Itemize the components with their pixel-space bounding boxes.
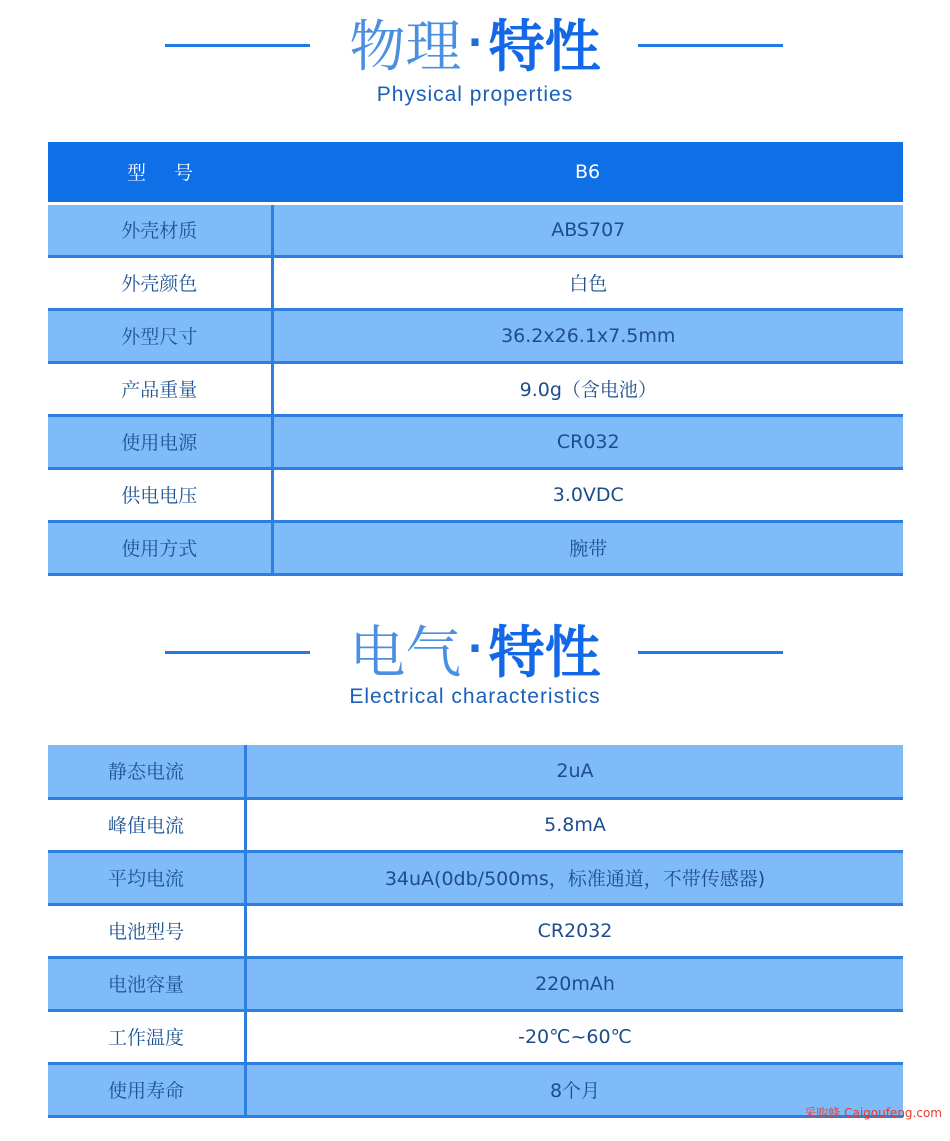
row-value: 2uA	[246, 745, 904, 798]
table-row	[48, 256, 903, 309]
row-label: 峰值电流	[48, 798, 246, 851]
row-value: 3.0VDC	[272, 468, 903, 521]
row-value: 9.0g（含电池）	[272, 362, 903, 415]
electrical-table	[48, 745, 903, 1118]
row-value: -20℃~60℃	[246, 1010, 904, 1063]
row-value: 腕带	[272, 521, 903, 574]
row-label: 电池容量	[48, 957, 246, 1010]
title-dot: ·	[467, 20, 483, 66]
row-label: 电池型号	[48, 904, 246, 957]
table-row	[48, 1010, 903, 1063]
row-label: 外壳颜色	[48, 256, 272, 309]
table-row	[48, 1063, 903, 1116]
row-label: 使用寿命	[48, 1063, 246, 1116]
table-row	[48, 415, 903, 468]
table-row	[48, 745, 903, 798]
table-row	[48, 521, 903, 574]
table-row	[48, 957, 903, 1010]
row-value: 36.2x26.1x7.5mm	[272, 309, 903, 362]
table-row	[48, 851, 903, 904]
row-label: 静态电流	[48, 745, 246, 798]
table-row	[48, 362, 903, 415]
row-label: 产品重量	[48, 362, 272, 415]
row-value: 5.8mA	[246, 798, 904, 851]
row-label: 使用电源	[48, 415, 272, 468]
row-value: 白色	[272, 256, 903, 309]
electrical-title-bold: 特性	[488, 621, 601, 686]
row-label: 外壳材质	[48, 203, 272, 256]
physical-section-header	[0, 0, 950, 120]
electrical-subtitle: Electrical characteristics	[349, 685, 601, 708]
row-label: 供电电压	[48, 468, 272, 521]
row-value: 34uA(0db/500ms，标准通道，不带传感器)	[246, 851, 904, 904]
header-label: 型号	[48, 142, 272, 203]
row-value: 220mAh	[246, 957, 904, 1010]
row-label: 平均电流	[48, 851, 246, 904]
watermark: 采购蜂 Caigoufeng.com	[804, 1106, 942, 1120]
header-value: B6	[272, 142, 903, 203]
table-row	[48, 904, 903, 957]
row-value: CR2032	[246, 904, 904, 957]
electrical-title-light: 电气	[349, 621, 462, 686]
electrical-section-header	[0, 605, 950, 725]
physical-table	[48, 142, 903, 576]
physical-title-light: 物理	[349, 15, 462, 80]
physical-title	[0, 15, 950, 80]
table-row	[48, 309, 903, 362]
table-row	[48, 203, 903, 256]
row-value: ABS707	[272, 203, 903, 256]
physical-subtitle: Physical properties	[376, 83, 574, 106]
title-dot: ·	[467, 626, 483, 672]
table-header-row	[48, 142, 903, 203]
row-value: CR032	[272, 415, 903, 468]
table-row	[48, 468, 903, 521]
electrical-title	[0, 621, 950, 686]
row-label: 外型尺寸	[48, 309, 272, 362]
row-label: 工作温度	[48, 1010, 246, 1063]
row-label: 使用方式	[48, 521, 272, 574]
row-value: 8个月	[246, 1063, 904, 1116]
table-row	[48, 798, 903, 851]
physical-title-bold: 特性	[488, 15, 601, 80]
